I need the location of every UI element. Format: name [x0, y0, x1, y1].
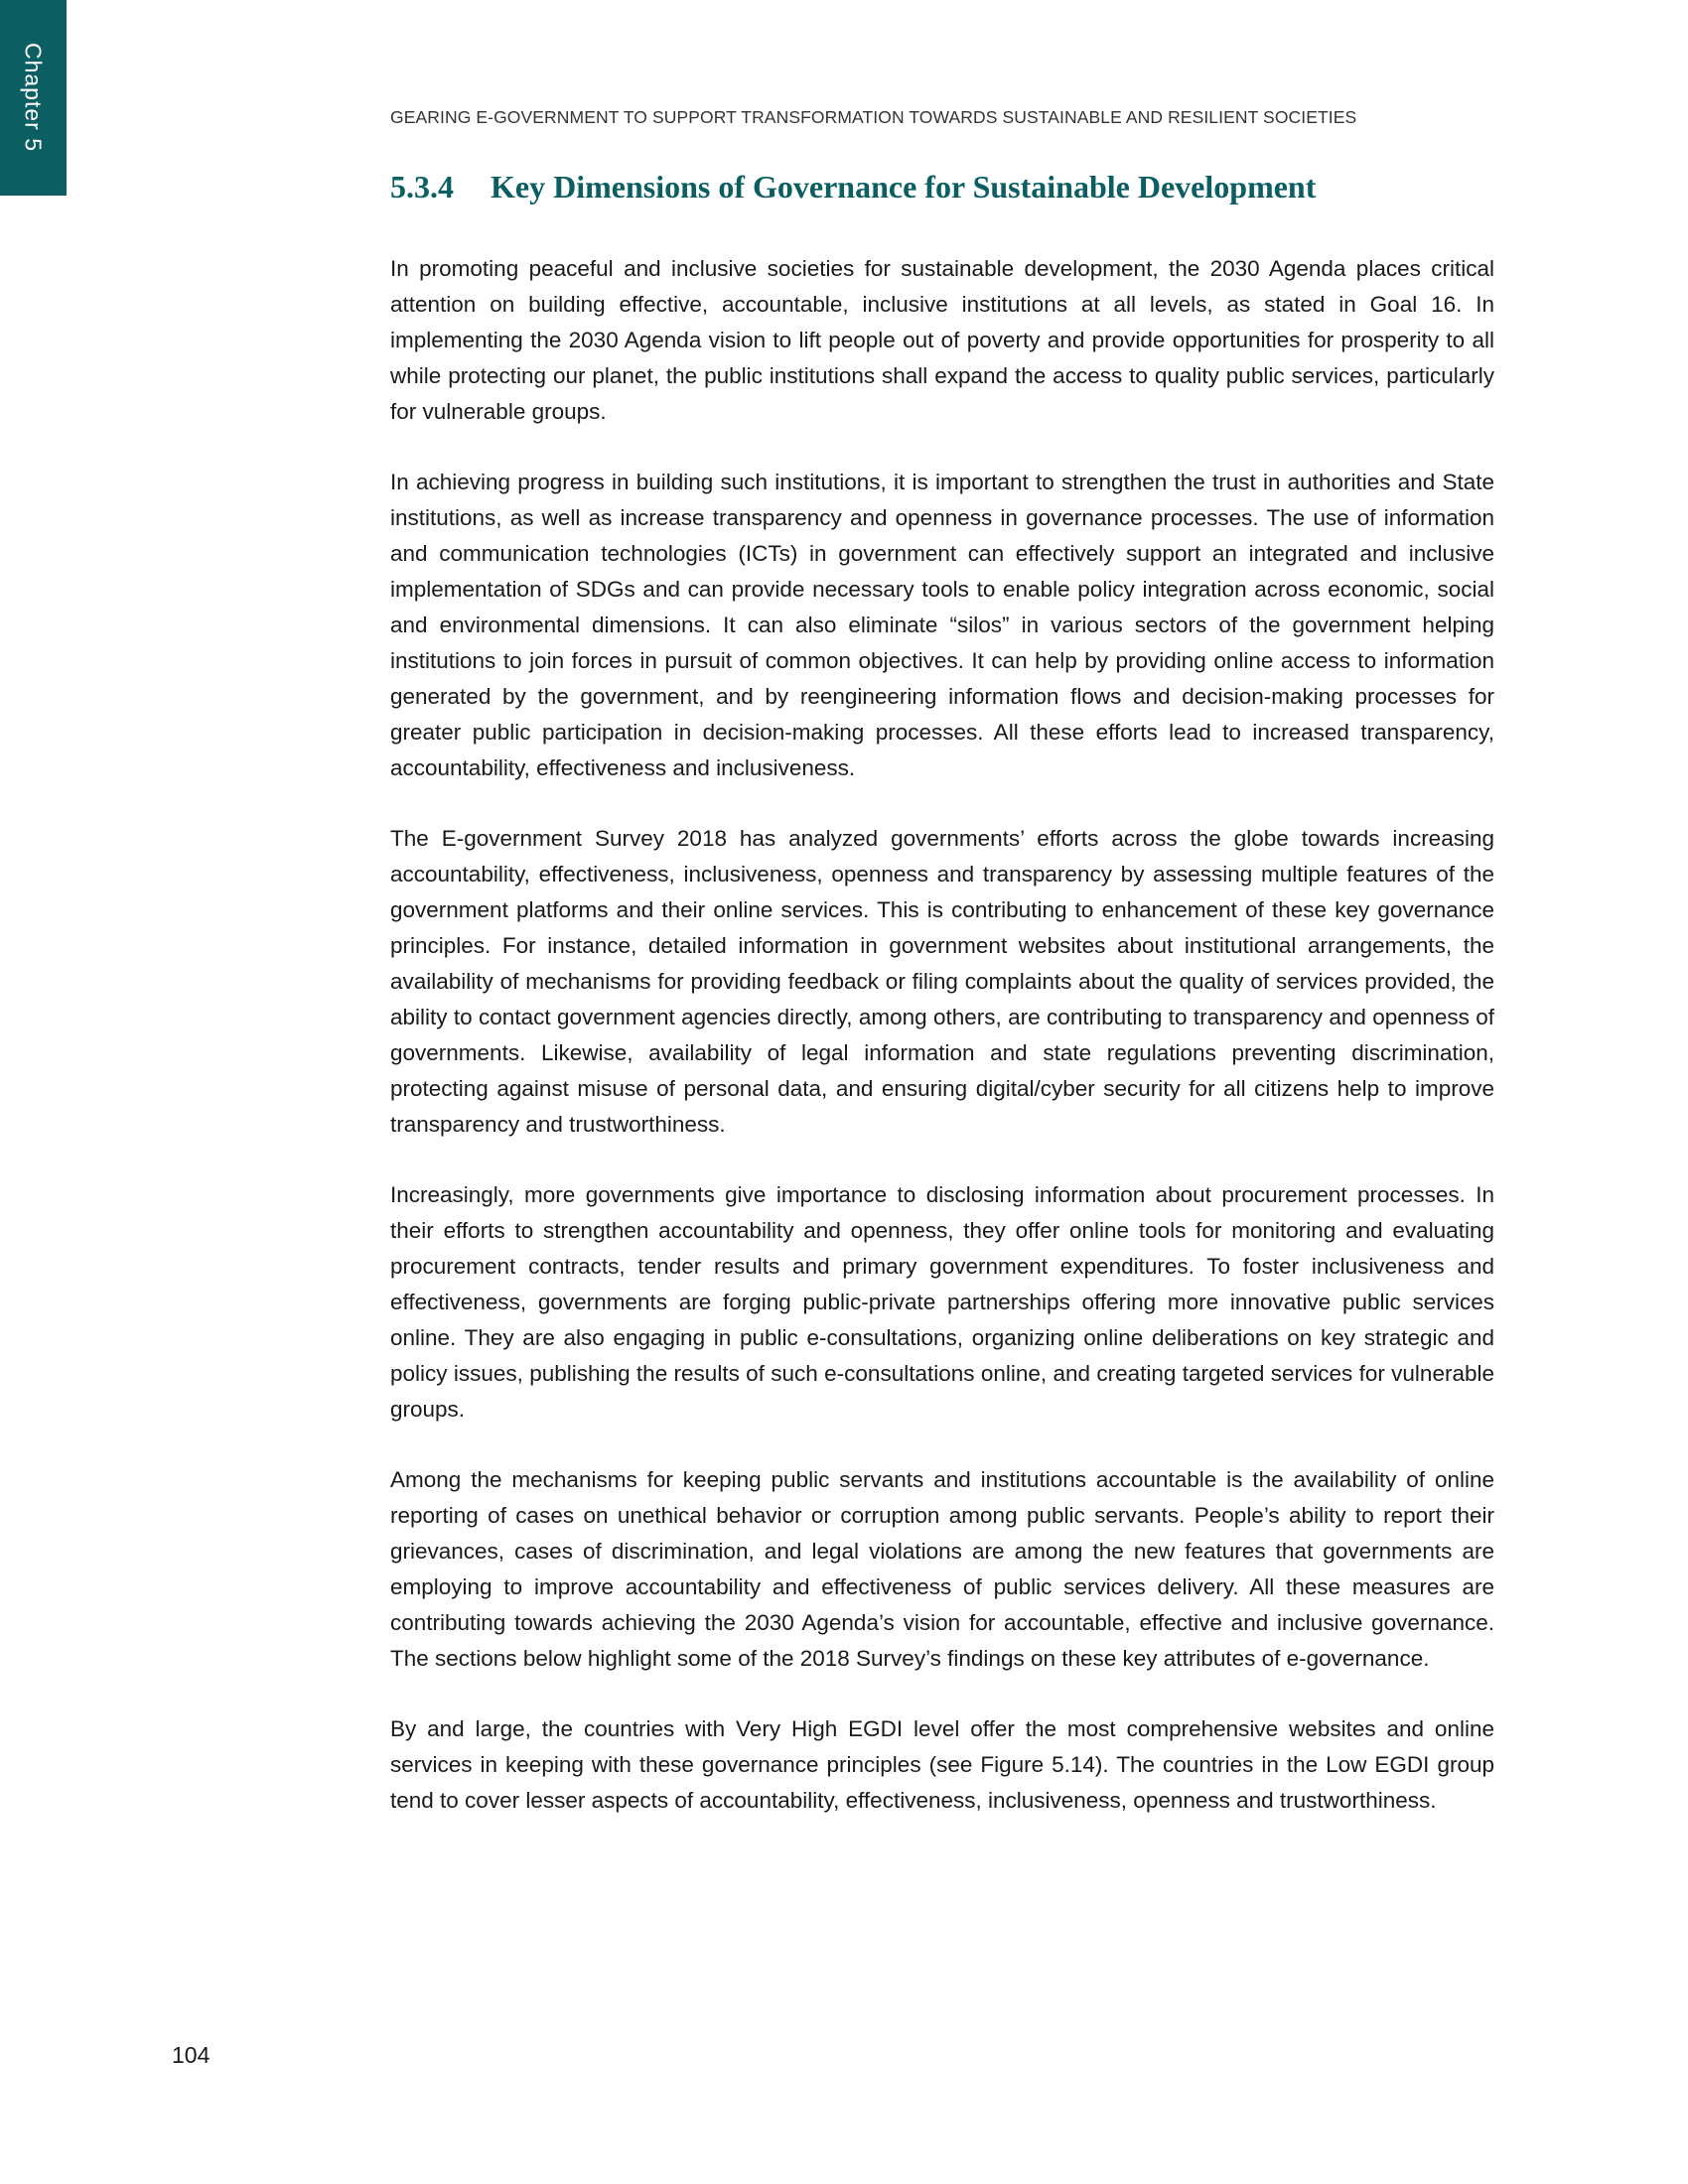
paragraph-4: Increasingly, more governments give importance to disclosing information about procurement processes. In their efforts to strengthen accountability and openness, they offer online tools for monitoring and evaluating procurement contracts, tender results and primary government expenditures. To foster inclusiveness and effectiveness, governments are forging public-private partnerships offering more innovative public services online. They are also engaging in public e-consultations, organizing online deliberations on key strategic and policy issues, publishing the results of such e-consultations online, and creating targeted services for vulnerable groups. [390, 1182, 1494, 1422]
running-header: GEARING E-GOVERNMENT TO SUPPORT TRANSFORMATION TOWARDS SUSTAINABLE AND RESILIENT SOCIETIES [390, 107, 1357, 127]
chapter-tab [0, 0, 67, 196]
paragraph-3: The E-government Survey 2018 has analyzed governments’ efforts across the globe towards increasing accountability, effectiveness, inclusiveness, openness and transparency by assessing multiple features of the government platforms and their online services. This is contributing to enhancement of these key governance principles. For instance, detailed information in government websites about institutional arrangements, the availability of mechanisms for providing feedback or filing complaints about the quality of services provided, the ability to contact government agencies directly, among others, are contributing to transparency and openness of governments. Likewise, availability of legal information and state regulations preventing discrimination, protecting against misuse of personal data, and ensuring digital/cyber security for all citizens help to improve transparency and trustworthiness. [390, 826, 1494, 1137]
paragraph-2: In achieving progress in building such institutions, it is important to strengthen the trust in authorities and State institutions, as well as increase transparency and openness in governance processes. The use of information and communication technologies (ICTs) in government can effectively support an integrated and inclusive implementation of SDGs and can provide necessary tools to enable policy integration across economic, social and environmental dimensions. It can also eliminate “silos” in various sectors of the government helping institutions to join forces in pursuit of common objectives. It can help by providing online access to information generated by the government, and by reengineering information flows and decision-making processes for greater public participation in decision-making processes. All these efforts lead to increased transparency, accountability, effectiveness and inclusiveness. [390, 470, 1494, 780]
paragraph-5: Among the mechanisms for keeping public servants and institutions accountable is the availability of online reporting of cases on unethical behavior or corruption among public servants. People’s ability to report their grievances, cases of discrimination, and legal violations are among the new features that governments are employing to improve accountability and effectiveness of public services delivery. All these measures are contributing towards achieving the 2030 Agenda’s vision for accountable, effective and inclusive governance. The sections below highlight some of the 2018 Survey’s findings on these key attributes of e-governance. [390, 1467, 1494, 1671]
paragraph-6: By and large, the countries with Very High EGDI level offer the most comprehensive websites and online services in keeping with these governance principles (see Figure 5.14). The countries in the Low EGDI group tend to cover lesser aspects of accountability, effectiveness, inclusiveness, openness and trustworthiness. [390, 1716, 1494, 1813]
paragraph-1: In promoting peaceful and inclusive societies for sustainable development, the 2030 Agenda places critical attention on building effective, accountable, inclusive institutions at all levels, as stated in Goal 16. In implementing the 2030 Agenda vision to lift people out of poverty and provide opportunities for prosperity to all while protecting our planet, the public institutions shall expand the access to quality public services, particularly for vulnerable groups. [390, 256, 1494, 424]
section-number: 5.3.4 [390, 169, 454, 205]
section-title: Key Dimensions of Governance for Sustainable Development [491, 169, 1317, 205]
page-number: 104 [172, 2042, 211, 2068]
body-text [390, 251, 1494, 1853]
chapter-tab-label: Chapter 5 [20, 42, 47, 153]
section-heading [390, 169, 1316, 205]
